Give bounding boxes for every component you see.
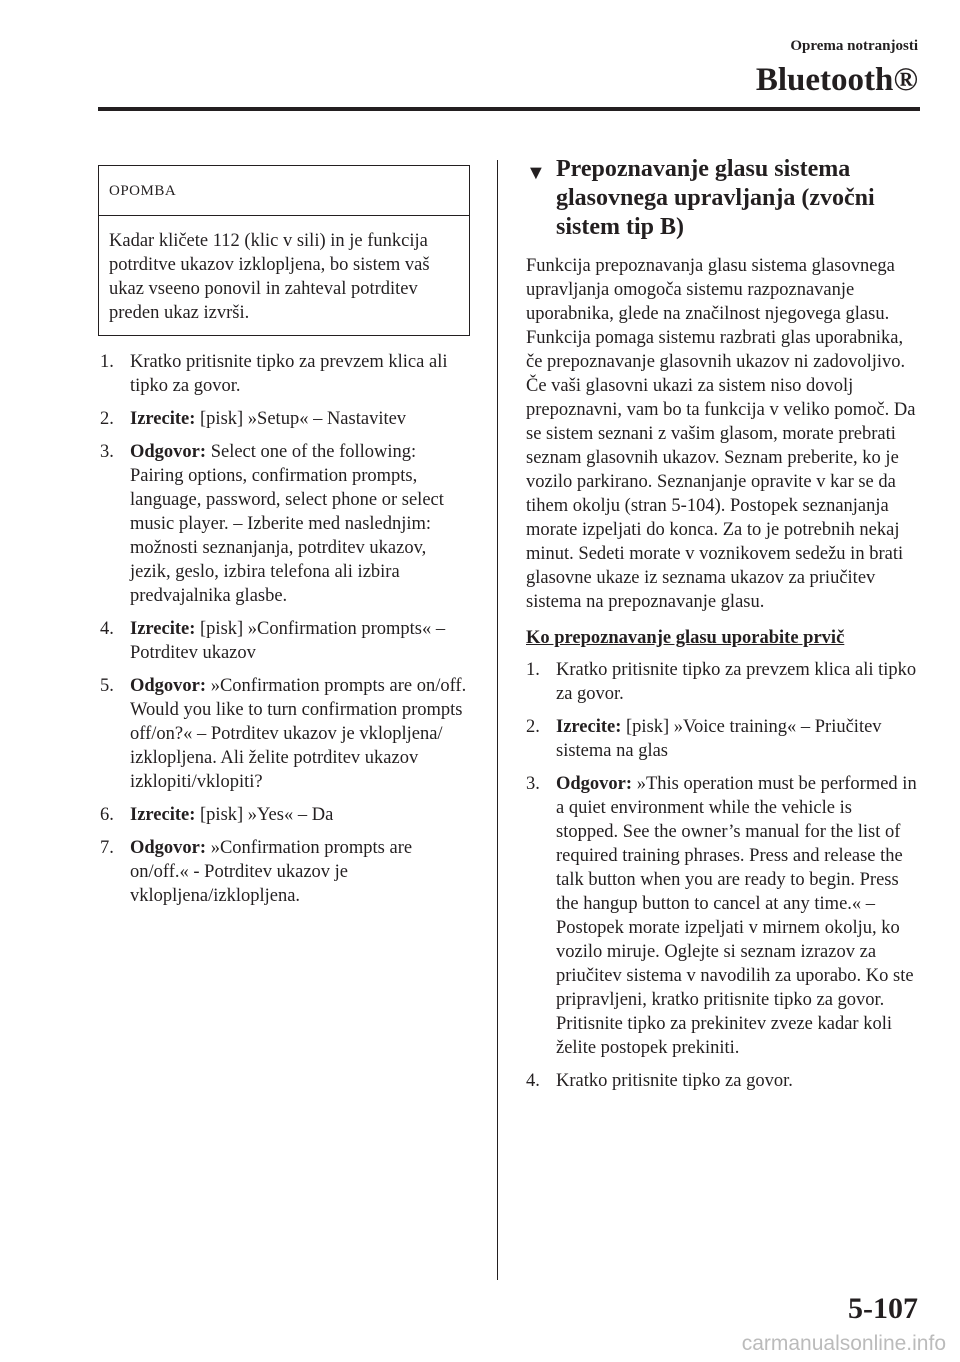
list-item: 5. Odgovor: »Confirmation prompts are on/off. Would you like to turn confirmation prompts off/on?« – Potrditev ukazov je vklopljena/ izklopljena. Ali želite potrditev ukazov izklopiti/vklopiti? [100, 676, 467, 792]
list-item: 4. Kratko pritisnite tipko za govor. [526, 1071, 793, 1091]
section-title: ▼ Prepoznavanje glasu sistema glasovnega upravljanja (zvočni sistem tip B) [526, 156, 875, 240]
list-item: 7. Odgovor: »Confirmation prompts are on/off.« - Potrditev ukazov je vklopljena/izklopljena. [100, 838, 413, 906]
running-header-section: Oprema notranjosti [790, 38, 918, 54]
list-item: 1. Kratko pritisnite tipko za prevzem klica ali tipko za govor. [100, 352, 448, 396]
list-item: 1. Kratko pritisnite tipko za prevzem klica ali tipko za govor. [526, 660, 917, 704]
header-rule [98, 107, 920, 111]
list-item: 2. Izrecite: [pisk] »Setup« – Nastavitev [100, 409, 407, 429]
note-box [98, 165, 470, 336]
note-heading: OPOMBA [99, 166, 469, 216]
watermark: carmanualsonline.info [741, 1332, 946, 1355]
left-step-list [88, 350, 470, 908]
list-item: 6. Izrecite: [pisk] »Yes« – Da [100, 805, 334, 825]
note-body: Kadar kličete 112 (klic v sili) in je funkcija potrditve ukazov izklopljena, bo sistem vaš ukaz vseeno ponovil in zahteval potrditev preden ukaz izvrši. [109, 231, 430, 323]
subheading: Ko prepoznavanje glasu uporabite prvič [526, 628, 845, 648]
section-paragraph: Funkcija prepoznavanja glasu sistema glasovnega upravljanja omogoča sistemu razpoznavanje uporabnika, glede na značilnost njegovega glasu. Funkcija pomaga sistemu razbrati glas uporabnika, če prepoznavanje glasovnih ukazov ni zadovoljivo. Če vaši glasovni ukazi za sistem niso dovolj prepoznavni, vam bo ta funkcija v veliko pomoč. Da se sistem seznani z vašim glasom, morate prebrati seznam glasovnih ukazov. Seznam preberite, ko je vozilo parkirano. Seznanjanje opravite v kar se da tihem okolju (stran 5-104). Postopek seznanjanja morate izpeljati do konca. Za to je potrebnih nekaj minut. Sedeti morate v voznikovem sedežu in brati glasovne ukaze iz seznama ukazov za priučitev sistema na prepoznavanje glasu. [526, 256, 916, 612]
list-item: 2. Izrecite: [pisk] »Voice training« – Priučitev sistema na glas [526, 717, 882, 761]
running-header-title: Bluetooth® [755, 62, 918, 98]
list-item: 3. Odgovor: »This operation must be performed in a quiet environment while the vehicle is stopped. See the owner’s manual for the list of required training phrases. Press and release the talk button when you are ready to begin. Press the hangup button to cancel at any time.« – Postopek morate izpeljati v mirnem okolju, ko vozilo miruje. Oglejte si seznam izrazov za priučitev sistema v navodilih za uporabo. Ko ste pripravljeni, kratko pritisnite tipko za govor. Pritisnite tipko za prekinitev zveze kadar koli želite postopek prekiniti. [526, 774, 917, 1058]
right-step-list [526, 658, 918, 1093]
right-column [526, 156, 918, 1102]
column-divider [497, 160, 498, 1280]
left-column [98, 160, 470, 917]
triangle-down-icon: ▼ [526, 162, 546, 184]
page-number: 5-107 [848, 1292, 918, 1325]
list-item: 3. Odgovor: Select one of the following: Pairing options, confirmation prompts, language, password, select phone or select music player. – Izberite med naslednjim: možnosti seznanjanja, potrditev ukazov, jezik, geslo, izbira telefona ali izbira predvajalnika glasbe. [100, 442, 444, 606]
list-item: 4. Izrecite: [pisk] »Confirmation prompts« – Potrditev ukazov [100, 619, 446, 663]
